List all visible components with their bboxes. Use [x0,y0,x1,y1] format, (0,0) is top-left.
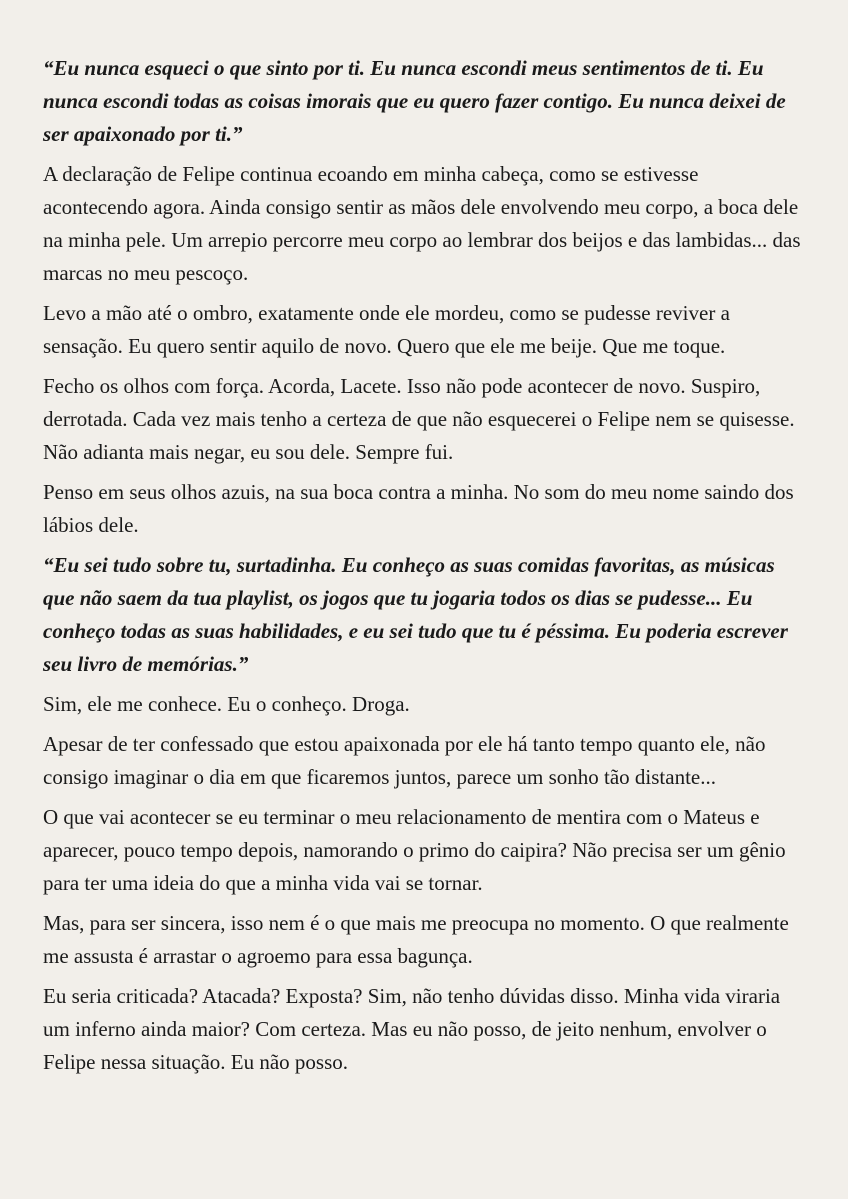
body-paragraph: Penso em seus olhos azuis, na sua boca contra a minha. No som do meu nome saindo dos lábios dele. [43,480,794,537]
body-paragraph: A declaração de Felipe continua ecoando em minha cabeça, como se estivesse acontecendo agora. Ainda consigo sentir as mãos dele envolvendo meu corpo, a boca dele na minha pele. Um arrepio percorre meu corpo ao lembrar dos beijos e das lambidas... das marcas no meu pescoço. [43,162,801,285]
quote-paragraph: “Eu nunca esqueci o que sinto por ti. Eu nunca escondi meus sentimentos de ti. Eu nunca escondi todas as coisas imorais que eu quero fazer contigo. Eu nunca deixei de ser apaixonado por ti.” [43,56,786,146]
quote-paragraph: “Eu sei tudo sobre tu, surtadinha. Eu conheço as suas comidas favoritas, as músicas que não saem da tua playlist, os jogos que tu jogaria todos os dias se pudesse... Eu conheço todas as suas habilidades, e eu sei tudo que tu é péssima. Eu poderia escrever seu livro de memórias.” [43,553,788,676]
body-paragraph: Sim, ele me conhece. Eu o conheço. Droga. [43,692,410,716]
body-paragraph: O que vai acontecer se eu terminar o meu relacionamento de mentira com o Mateus e aparecer, pouco tempo depois, namorando o primo do caipira? Não precisa ser um gênio para ter uma ideia do que a minha vida vai se tornar. [43,805,786,895]
body-paragraph: Fecho os olhos com força. Acorda, Lacete. Isso não pode acontecer de novo. Suspiro, derrotada. Cada vez mais tenho a certeza de que não esquecerei o Felipe nem se quisesse. Não adianta mais negar, eu sou dele. Sempre fui. [43,374,795,464]
body-paragraph: Levo a mão até o ombro, exatamente onde ele mordeu, como se pudesse reviver a sensação. Eu quero sentir aquilo de novo. Quero que ele me beije. Que me toque. [43,301,730,358]
body-paragraph: Eu seria criticada? Atacada? Exposta? Sim, não tenho dúvidas disso. Minha vida viraria um inferno ainda maior? Com certeza. Mas eu não posso, de jeito nenhum, envolver o Felipe nessa situação. Eu não posso. [43,984,781,1074]
body-paragraph: Apesar de ter confessado que estou apaixonada por ele há tanto tempo quanto ele, não consigo imaginar o dia em que ficaremos juntos, parece um sonho tão distante... [43,732,766,789]
body-paragraph: Mas, para ser sincera, isso nem é o que mais me preocupa no momento. O que realmente me assusta é arrastar o agroemo para essa bagunça. [43,911,789,968]
